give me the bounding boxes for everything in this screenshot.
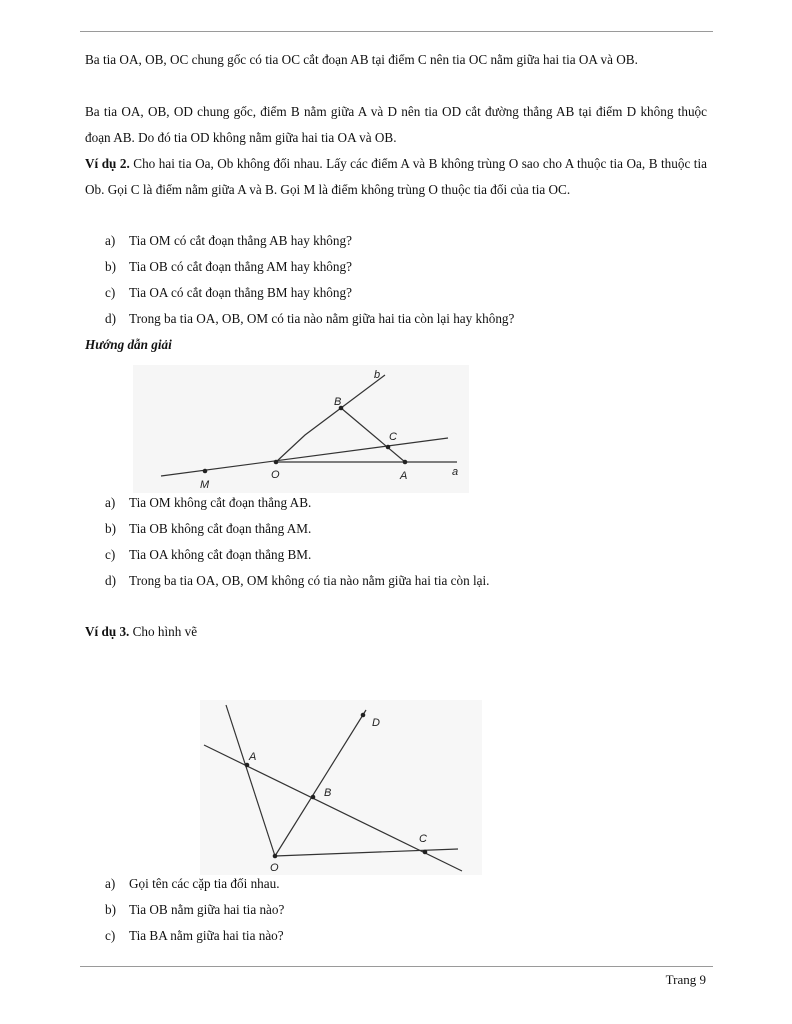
figure-example-3 <box>200 700 482 875</box>
point-o <box>274 460 279 465</box>
ex3-question-a: a) Gọi tên các cặp tia đối nhau. <box>105 876 280 891</box>
ex3-question-b: b) Tia OB nằm giữa hai tia nào? <box>105 902 285 917</box>
point-c <box>386 445 391 450</box>
label-point-a: A <box>400 470 408 482</box>
paragraph-ray-oc-between: Ba tia OA, OB, OC chung gốc có tia OC cắt đoạn AB tại điểm C nên tia OC nằm giữa hai tia OA và OB. <box>85 52 638 67</box>
figure-example-2 <box>133 365 469 493</box>
label-point-c: C <box>419 833 427 845</box>
example-3-label: Ví dụ 3. <box>85 624 130 639</box>
label-point-m: M <box>200 479 210 491</box>
point-c <box>423 850 428 855</box>
label-point-d: D <box>372 717 380 729</box>
ex2-question-d: d) Trong ba tia OA, OB, OM có tia nào nằm giữa hai tia còn lại hay không? <box>105 311 515 326</box>
label-point-b: B <box>324 787 332 799</box>
label-point-c: C <box>389 431 397 443</box>
point-o <box>273 854 278 859</box>
ex2-question-c: c) Tia OA có cắt đoạn thẳng BM hay không? <box>105 285 352 300</box>
example-2-statement <box>85 151 707 203</box>
paragraph-ray-od-not-between: Ba tia OA, OB, OD chung gốc, điểm B nằm giữa A và D nên tia OD cắt đường thẳng AB tại điểm D không thuộc đoạn AB. Do đó tia OD không nằm giữa hai tia OA và OB. <box>85 104 707 145</box>
point-d <box>361 713 366 718</box>
label-point-o: O <box>270 862 279 874</box>
solution-heading: Hướng dẫn giải <box>85 337 172 352</box>
ex2-answer-c: c) Tia OA không cắt đoạn thẳng BM. <box>105 547 312 562</box>
example-3-text: Cho hình vẽ <box>129 624 198 639</box>
rays-diagram-1 <box>133 365 469 493</box>
ex3-question-c: c) Tia BA nằm giữa hai tia nào? <box>105 928 284 943</box>
example-2-label: Ví dụ 2. <box>85 156 130 171</box>
ex2-answer-a: a) Tia OM không cắt đoạn thẳng AB. <box>105 495 312 510</box>
header-rule <box>80 31 713 32</box>
rays-diagram-2 <box>200 700 482 875</box>
point-m <box>203 469 208 474</box>
label-b-ray: b <box>374 369 381 381</box>
point-a <box>245 763 250 768</box>
ex2-question-a: a) Tia OM có cắt đoạn thẳng AB hay không? <box>105 233 352 248</box>
label-point-a: A <box>249 751 257 763</box>
ex2-question-b: b) Tia OB có cắt đoạn thẳng AM hay không? <box>105 259 352 274</box>
example-3-statement <box>85 622 707 642</box>
label-point-o: O <box>271 469 280 481</box>
example-2-text: Cho hai tia Oa, Ob không đối nhau. Lấy các điểm A và B không trùng O sao cho A thuộc tia Oa, B thuộc tia Ob. Gọi C là điểm nằm giữa A và B. Gọi M là điểm không trùng O thuộc tia đối của tia OC. <box>85 156 707 197</box>
page-number: Trang 9 <box>665 972 706 987</box>
ex2-answer-d: d) Trong ba tia OA, OB, OM không có tia nào nằm giữa hai tia còn lại. <box>105 573 490 588</box>
label-a-ray: a <box>452 466 459 478</box>
label-point-b: B <box>334 396 342 408</box>
ex2-answer-b: b) Tia OB không cắt đoạn thẳng AM. <box>105 521 312 536</box>
point-a <box>403 460 408 465</box>
point-b <box>311 795 316 800</box>
footer-rule <box>80 966 713 967</box>
